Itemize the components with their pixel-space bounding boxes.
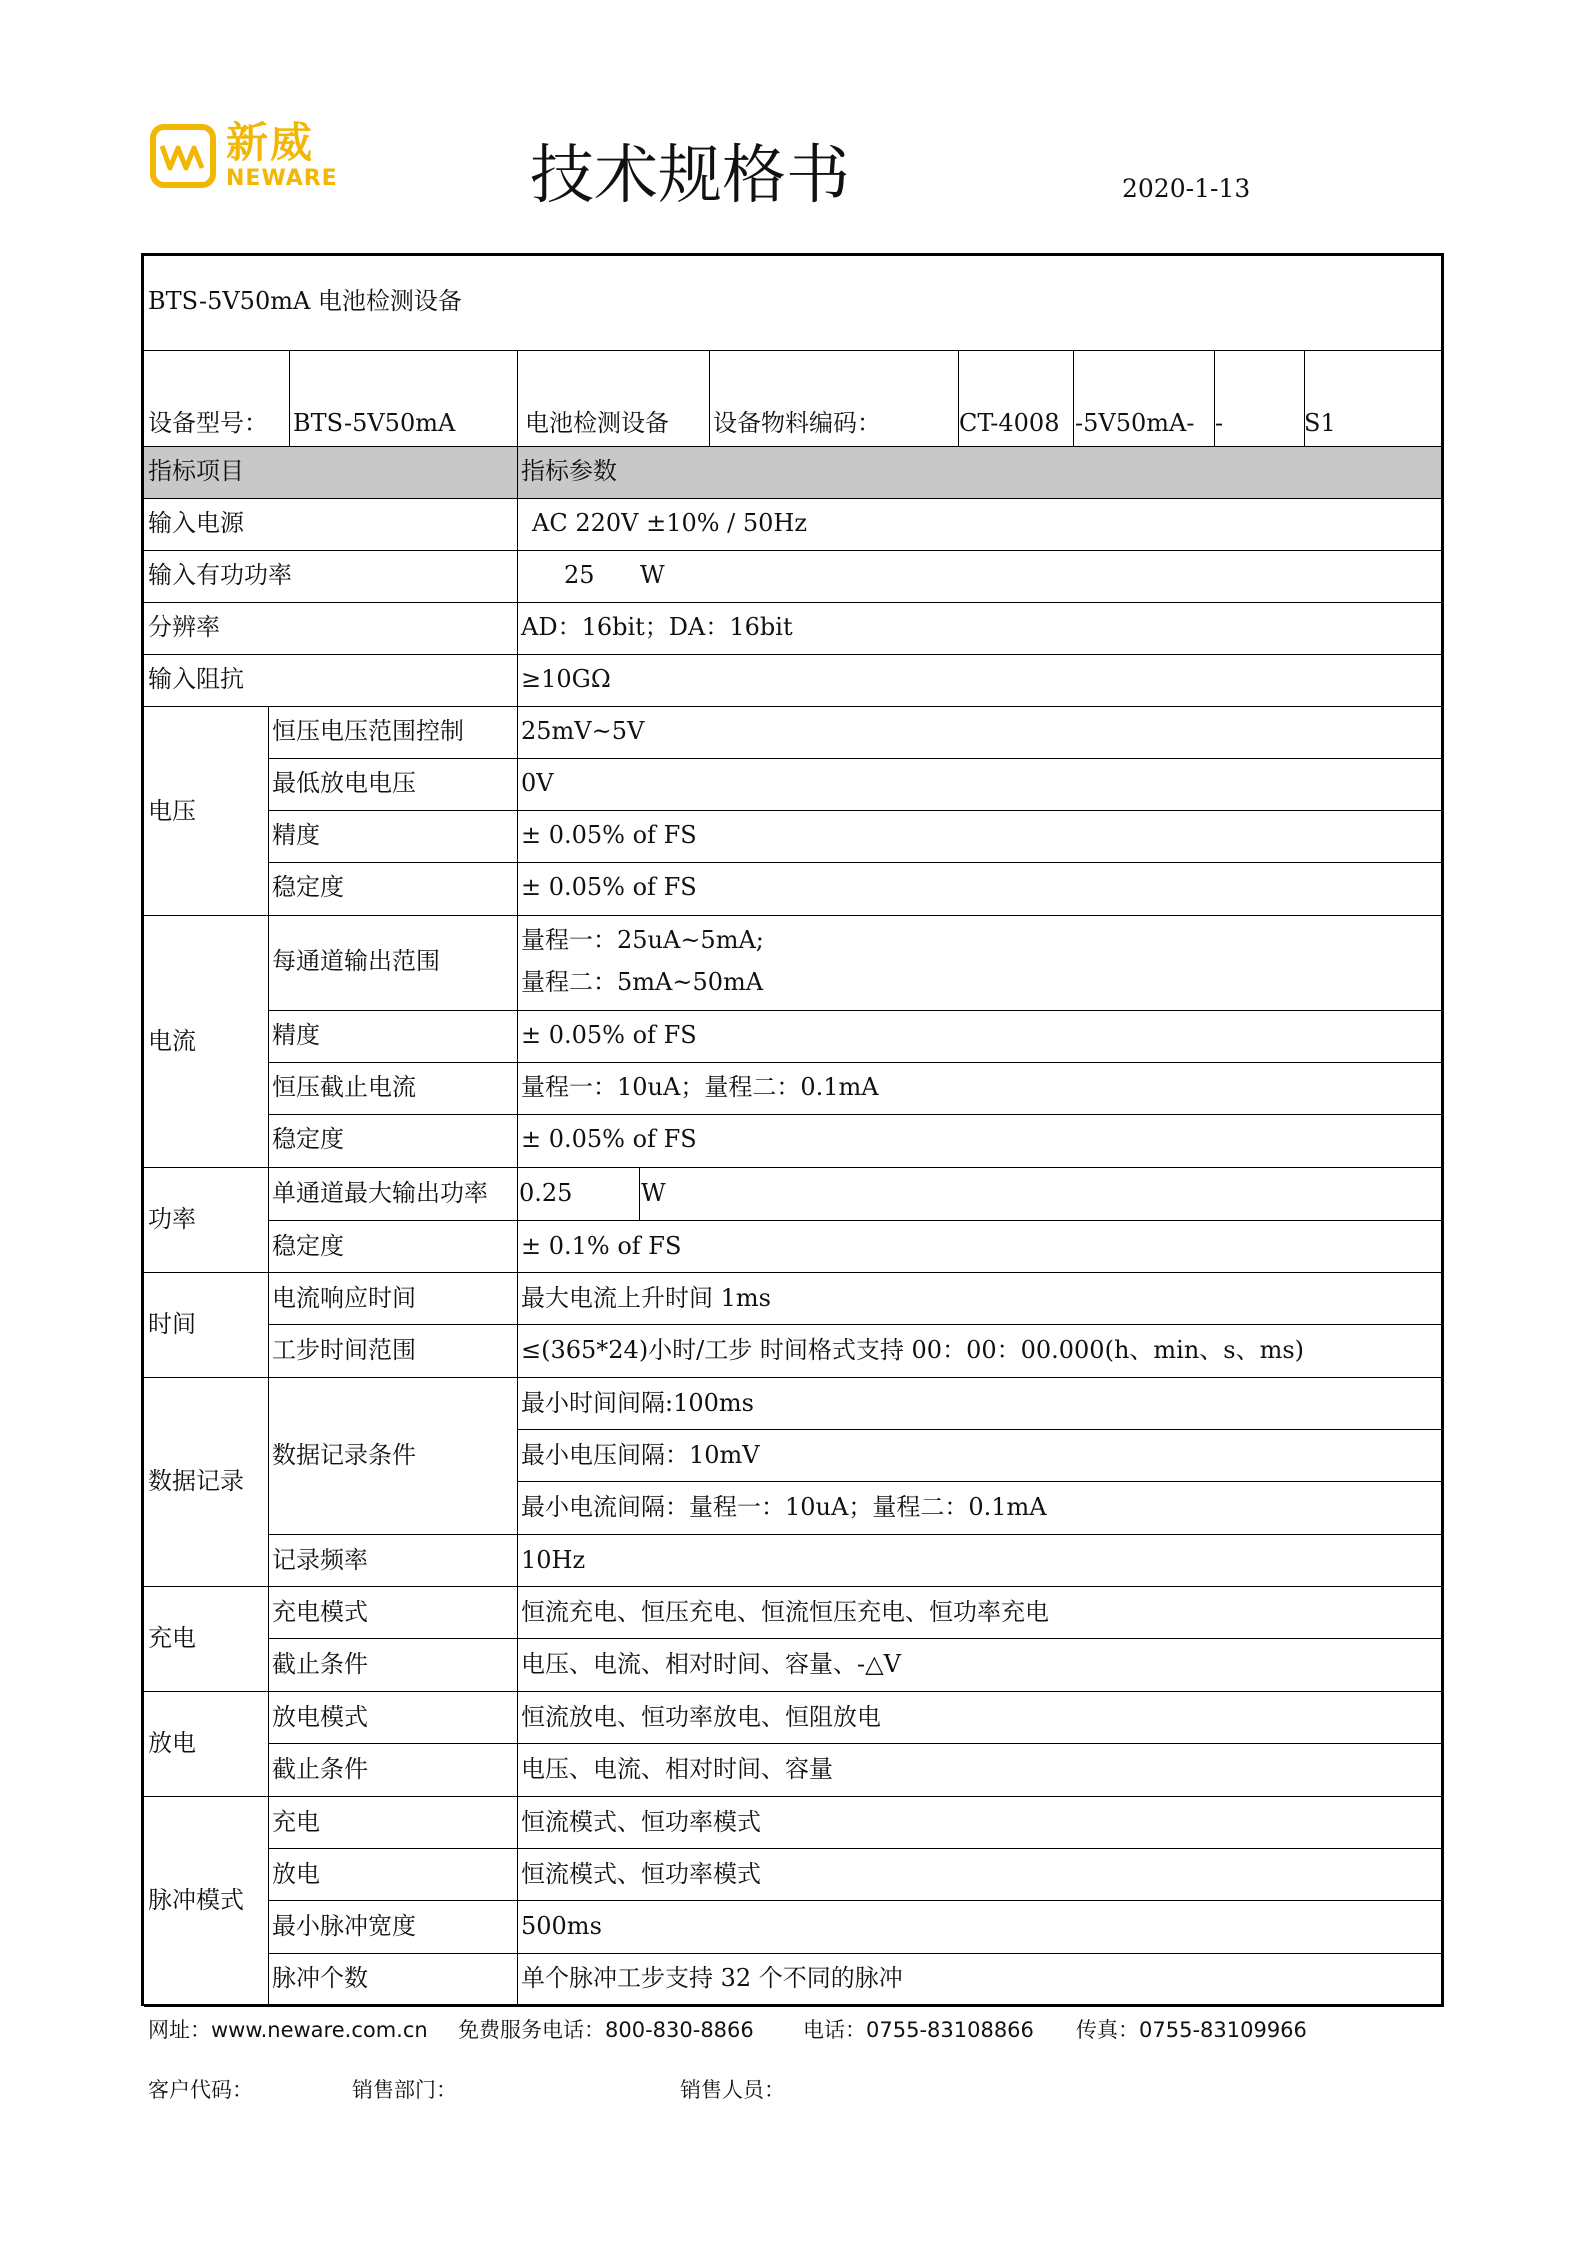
power-stability-label: 稳定度 — [272, 1232, 344, 1260]
resolution-value: AD：16bit；DA：16bit — [521, 613, 793, 641]
current-output-range-value-1: 量程一：25uA~5mA; — [521, 926, 764, 954]
resolution-label: 分辨率 — [148, 613, 220, 641]
current-stability-value: ± 0.05% of FS — [521, 1125, 697, 1153]
discharge-mode-label: 放电模式 — [272, 1703, 368, 1731]
current-group-label: 电流 — [148, 1027, 196, 1055]
current-accuracy-label: 精度 — [272, 1021, 320, 1049]
footer-salesperson: 销售人员： — [680, 2078, 785, 2102]
logo-text-en: NEWARE — [226, 166, 338, 191]
data-record-condition-value-3: 最小电流间隔：量程一：10uA；量程二：0.1mA — [521, 1493, 1047, 1521]
data-record-condition-value-2: 最小电压间隔：10mV — [521, 1441, 760, 1469]
input-active-power-value: 25 — [564, 561, 595, 589]
voltage-stability-value: ± 0.05% of FS — [521, 873, 697, 901]
time-response-value: 最大电流上升时间 1ms — [521, 1284, 771, 1312]
power-max-output-label: 单通道最大输出功率 — [272, 1179, 488, 1207]
charge-group-label: 充电 — [148, 1624, 196, 1652]
time-step-range-value: ≤(365*24)小时/工步 时间格式支持 00：00：00.000(h、min、s、ms) — [521, 1336, 1305, 1364]
data-record-frequency-label: 记录频率 — [272, 1546, 368, 1574]
discharge-cutoff-value: 电压、电流、相对时间、容量 — [521, 1755, 833, 1783]
product-heading: BTS-5V50mA 电池检测设备 — [148, 287, 462, 315]
power-stability-value: ± 0.1% of FS — [521, 1232, 682, 1260]
voltage-accuracy-value: ± 0.05% of FS — [521, 821, 697, 849]
voltage-accuracy-label: 精度 — [272, 821, 320, 849]
time-step-range-label: 工步时间范围 — [272, 1336, 416, 1364]
data-record-group-label: 数据记录 — [148, 1467, 244, 1495]
power-max-output-unit: W — [641, 1179, 666, 1207]
pulse-min-width-value: 500ms — [521, 1912, 602, 1940]
pulse-charge-label: 充电 — [272, 1808, 320, 1836]
data-record-condition-value-1: 最小时间间隔:100ms — [521, 1389, 754, 1417]
power-group-label: 功率 — [148, 1205, 196, 1233]
voltage-stability-label: 稳定度 — [272, 873, 344, 901]
footer-website: 网址：www.neware.com.cn — [148, 2018, 428, 2042]
data-record-frequency-value: 10Hz — [521, 1546, 586, 1574]
pulse-count-value: 单个脉冲工步支持 32 个不同的脉冲 — [521, 1964, 903, 1992]
material-code-part2: -5V50mA- — [1075, 409, 1195, 437]
charge-mode-label: 充电模式 — [272, 1598, 368, 1626]
voltage-cv-range-label: 恒压电压范围控制 — [272, 717, 464, 745]
current-accuracy-value: ± 0.05% of FS — [521, 1021, 697, 1049]
input-impedance-label: 输入阻抗 — [148, 665, 244, 693]
voltage-min-discharge-value: 0V — [521, 769, 554, 797]
logo-text-cn: 新威 — [226, 118, 315, 167]
voltage-group-label: 电压 — [148, 797, 196, 825]
material-code-part3: - — [1215, 409, 1224, 437]
current-cutoff-value: 量程一：10uA；量程二：0.1mA — [521, 1073, 879, 1101]
discharge-cutoff-label: 截止条件 — [272, 1755, 368, 1783]
input-active-power-label: 输入有功功率 — [148, 561, 292, 589]
footer-fax: 传真：0755-83109966 — [1076, 2018, 1307, 2042]
pulse-discharge-value: 恒流模式、恒功率模式 — [521, 1860, 761, 1888]
footer-phone: 电话：0755-83108866 — [803, 2018, 1034, 2042]
material-code-part4: S1 — [1304, 409, 1336, 437]
voltage-min-discharge-label: 最低放电电压 — [272, 769, 416, 797]
pulse-charge-value: 恒流模式、恒功率模式 — [521, 1808, 761, 1836]
material-code-label: 设备物料编码： — [713, 409, 881, 437]
model-label: 设备型号： — [148, 409, 268, 437]
current-cutoff-label: 恒压截止电流 — [272, 1073, 416, 1101]
input-power-value: AC 220V ±10% / 50Hz — [532, 509, 808, 537]
current-stability-label: 稳定度 — [272, 1125, 344, 1153]
logo-mark-icon — [150, 124, 216, 188]
header-item: 指标项目 — [148, 457, 244, 485]
header-param: 指标参数 — [521, 457, 617, 485]
time-group-label: 时间 — [148, 1310, 196, 1338]
pulse-count-label: 脉冲个数 — [272, 1964, 368, 1992]
discharge-mode-value: 恒流放电、恒功率放电、恒阻放电 — [521, 1703, 881, 1731]
current-output-range-label: 每通道输出范围 — [272, 947, 440, 975]
pulse-group-label: 脉冲模式 — [148, 1886, 244, 1914]
input-impedance-value: ≥10GΩ — [521, 665, 611, 693]
current-output-range-value-2: 量程二：5mA~50mA — [521, 968, 764, 996]
pulse-discharge-label: 放电 — [272, 1860, 320, 1888]
document-title: 技术规格书 — [530, 139, 850, 213]
voltage-cv-range-value: 25mV~5V — [521, 717, 645, 745]
material-code-part1: CT-4008 — [959, 409, 1060, 437]
footer-sales-dept: 销售部门： — [352, 2078, 457, 2102]
table-header-background — [144, 446, 1441, 498]
neware-logo — [150, 120, 345, 196]
charge-cutoff-label: 截止条件 — [272, 1650, 368, 1678]
time-response-label: 电流响应时间 — [272, 1284, 416, 1312]
pulse-min-width-label: 最小脉冲宽度 — [272, 1912, 416, 1940]
charge-cutoff-value: 电压、电流、相对时间、容量、-△V — [521, 1650, 901, 1678]
input-power-label: 输入电源 — [148, 509, 244, 537]
device-type: 电池检测设备 — [525, 409, 669, 437]
document-date: 2020-1-13 — [1122, 174, 1251, 203]
charge-mode-value: 恒流充电、恒压充电、恒流恒压充电、恒功率充电 — [521, 1598, 1049, 1626]
footer-hotline: 免费服务电话：800-830-8866 — [458, 2018, 754, 2042]
data-record-condition-label: 数据记录条件 — [272, 1441, 416, 1469]
power-max-output-value: 0.25 — [519, 1179, 573, 1207]
model-value: BTS-5V50mA — [293, 409, 456, 437]
discharge-group-label: 放电 — [148, 1729, 196, 1757]
input-active-power-unit: W — [640, 561, 665, 589]
footer-customer-code: 客户代码： — [148, 2078, 253, 2102]
